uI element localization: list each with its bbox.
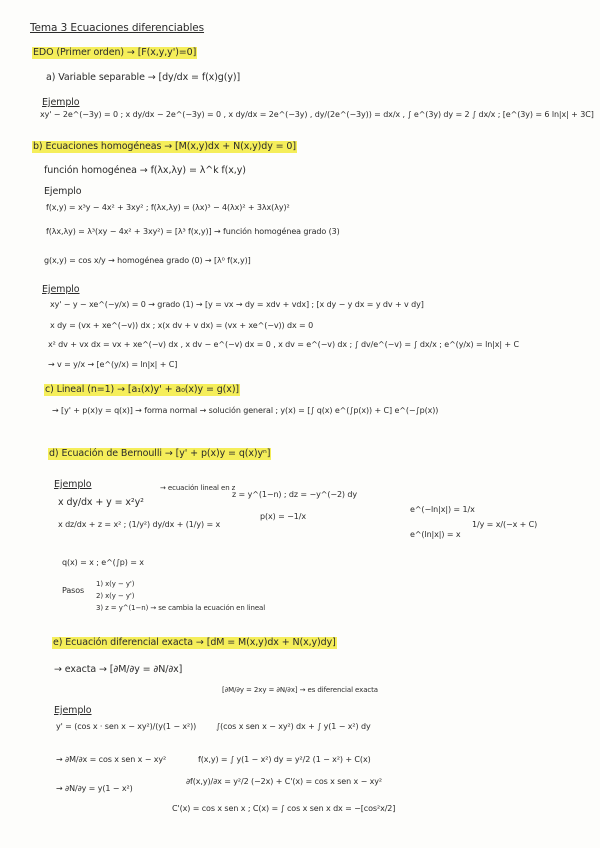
formula-line: → [y' + p(x)y = q(x)] → forma normal → solución general ; y(x) = [∫ q(x) e^(∫p(x)) + C] e^(−∫p(x)) bbox=[52, 406, 439, 415]
heading-lineal: c) Lineal (n=1) → [a₁(x)y' + a₀(x)y = g(x)] bbox=[45, 384, 240, 395]
example-line: x dy/dx + y = x²y² bbox=[58, 497, 144, 508]
example-line: → v = y/x → [e^(y/x) = ln|x| + C] bbox=[48, 360, 178, 369]
formula-line: → exacta → [∂M/∂y = ∂N/∂x] bbox=[54, 664, 183, 675]
example-line: 1/y = x/(−x + C) bbox=[472, 520, 538, 529]
example-line: y' = (cos x · sen x − xy²)/(y(1 − x²)) bbox=[56, 722, 197, 731]
steps-label: Pasos bbox=[62, 586, 85, 595]
example-line: p(x) = −1/x bbox=[260, 512, 306, 521]
example-label: Ejemplo bbox=[54, 705, 92, 716]
example-line: f(x,y) = ∫ y(1 − x²) dy = y²/2 (1 − x²) + C(x) bbox=[198, 755, 371, 764]
example-line: e^(−ln|x|) = 1/x bbox=[410, 505, 475, 514]
example-line: xy' − 2e^(−3y) = 0 ; x dy/dx − 2e^(−3y) = 0 , x dy/dx = 2e^(−3y) , dy/(2e^(−3y)) = dx/x , ∫ e^(3y) dy = 2 ∫ dx/x ; [e^(3y) = 6 ln|x| + 3C] bbox=[40, 110, 594, 119]
page-title: Tema 3 Ecuaciones diferenciables bbox=[30, 22, 205, 34]
example-line: e^(ln|x|) = x bbox=[410, 530, 461, 539]
example-line: x² dv + vx dx = vx + xe^(−v) dx , x dv − e^(−v) dx = 0 , x dv = e^(−v) dx ; ∫ dv/e^(−v) = ∫ dx/x ; e^(y/x) = ln|x| + C bbox=[48, 340, 519, 349]
example-label: Ejemplo bbox=[44, 186, 82, 197]
example-line: xy' − y − xe^(−y/x) = 0 → grado (1) → [y = vx → dy = xdv + vdx] ; [x dy − y dx = y dv + v dy] bbox=[50, 300, 424, 309]
example-line: x dz/dx + z = x² ; (1/y²) dy/dx + (1/y) = x bbox=[58, 520, 221, 529]
example-label: Ejemplo bbox=[42, 284, 80, 295]
step-item: 1) x(y − y') bbox=[96, 580, 135, 588]
example-line: C'(x) = cos x sen x ; C(x) = ∫ cos x sen x dx = −[cos²x/2] bbox=[172, 804, 396, 813]
example-label: Ejemplo bbox=[42, 97, 80, 108]
example-line: ∂f(x,y)/∂x = y²/2 (−2x) + C'(x) = cos x sen x − xy² bbox=[186, 777, 383, 786]
annotation: → ecuación lineal en z bbox=[160, 484, 236, 492]
example-line: → ∂M/∂x = cos x sen x − xy² bbox=[56, 755, 167, 764]
step-item: 3) z = y^(1−n) → se cambia la ecuación en lineal bbox=[96, 604, 266, 612]
example-label: Ejemplo bbox=[54, 479, 92, 490]
example-line: g(x,y) = cos x/y → homogénea grado (0) → [λ⁰ f(x,y)] bbox=[44, 256, 251, 265]
step-item: 2) x(y − y') bbox=[96, 592, 135, 600]
example-line: z = y^(1−n) ; dz = −y^(−2) dy bbox=[232, 490, 358, 499]
heading-edo: EDO (Primer orden) → [F(x,y,y')=0] bbox=[33, 47, 197, 58]
example-line: x dy = (vx + xe^(−v)) dx ; x(x dv + v dx) = (vx + xe^(−v)) dx = 0 bbox=[50, 321, 314, 330]
example-line: → ∂N/∂y = y(1 − x²) bbox=[56, 784, 133, 793]
formula-separable: a) Variable separable → [dy/dx = f(x)g(y)] bbox=[46, 72, 241, 83]
definition-line: función homogénea → f(λx,λy) = λ^k f(x,y) bbox=[44, 165, 246, 176]
example-line: q(x) = x ; e^(∫p) = x bbox=[62, 558, 144, 567]
annotation: [∂M/∂y = 2xy = ∂N/∂x] → es diferencial exacta bbox=[222, 686, 378, 694]
example-line: f(x,y) = x³y − 4x² + 3xy² ; f(λx,λy) = (λx)³ − 4(λx)² + 3λx(λy)² bbox=[46, 203, 290, 212]
heading-homogeneas: b) Ecuaciones homogéneas → [M(x,y)dx + N(x,y)dy = 0] bbox=[33, 141, 296, 152]
example-line: f(λx,λy) = λ³(xy − 4x² + 3xy²) = [λ³ f(x,y)] → función homogénea grado (3) bbox=[46, 227, 340, 236]
example-line: ∫(cos x sen x − xy²) dx + ∫ y(1 − x²) dy bbox=[216, 722, 371, 731]
heading-bernoulli: d) Ecuación de Bernoulli → [y' + p(x)y = q(x)yⁿ] bbox=[49, 448, 271, 459]
heading-exacta: e) Ecuación diferencial exacta → [dM = M(x,y)dx + N(x,y)dy] bbox=[53, 637, 336, 648]
